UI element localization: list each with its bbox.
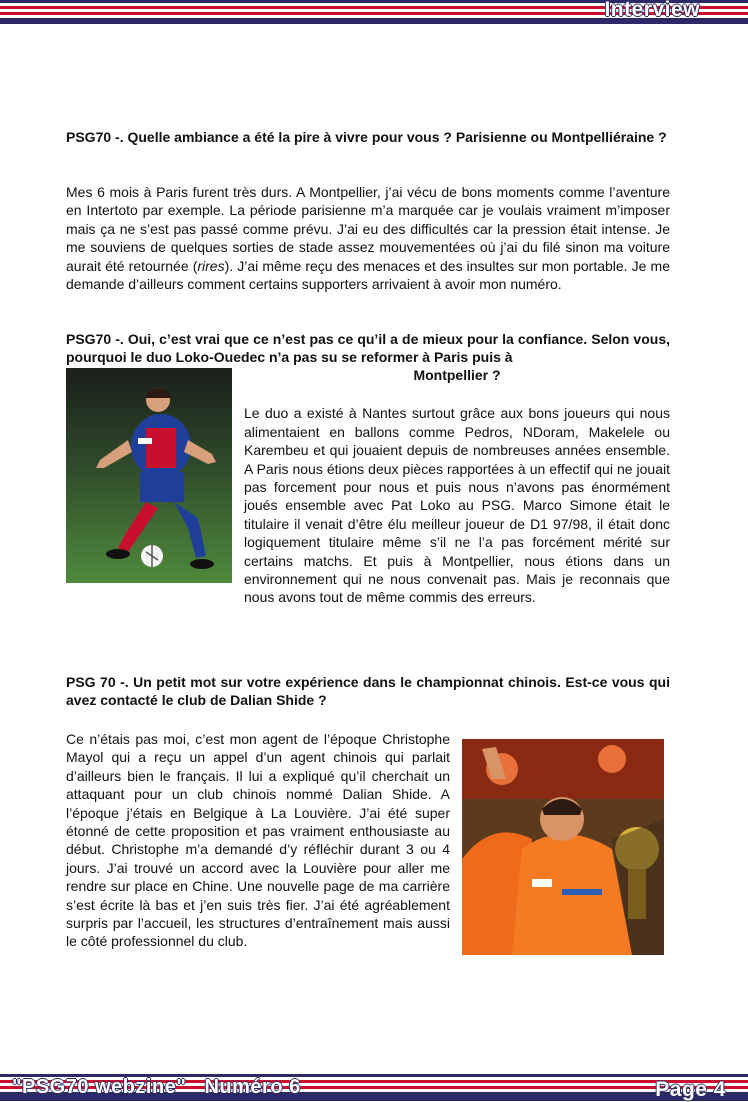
question-2-block [66, 330, 670, 367]
answer-3: Ce n’étais pas moi, c’est mon agent de l’époque Christophe Mayol qui a reçu un appel d’un agent chinois qui parlait d’ailleurs bien le français. Il lui a expliqué qu’il cherchait un attaquant pour un club chinois nommé Dalian Shide. A l’époque j’étais en Belgique à La Louvière. J’ai été super étonné de cette proposition et pas vraiment enthousiaste au début. Christophe m’a demandé d’y réfléchir durant 3 ou 4 jours. J’ai trouvé un accord avec la Louvière pour aller me rendre sur place en Chine. Une nouvelle page de ma carrière s’est écrite là bas et j’en suis très fier. J’ai été agréablement surpris par l’accueil, les structures d’entraînement mais aussi le côté professionnel du club. [66, 731, 450, 950]
answer-3-block [66, 730, 450, 951]
answer-1-part-b: ). J’ai même reçu des menaces et des insultes sur mon portable. Je me demande d’ailleurs comment certains supporters arrivaient à avoir mon numéro. [66, 257, 670, 293]
question-1-block [66, 128, 670, 146]
dalian-shide-celebration-photo [462, 739, 664, 955]
question-1: PSG70 -. Quelle ambiance a été la pire à vivre pour vous ? Parisienne ou Montpelliéraine ? [66, 129, 667, 145]
answer-1-emphasis: rires [197, 257, 225, 274]
player-psg-photo [66, 368, 232, 583]
footer-webzine-title: "PSG70 webzine" Numéro 6 [12, 1076, 301, 1098]
answer-2-block [66, 366, 670, 607]
question-2-last-line: Montpellier ? [413, 367, 501, 383]
answer-1 [66, 183, 670, 293]
section-title: Interview [604, 0, 700, 21]
answer-1-block [66, 183, 670, 293]
answer-1-part-a: Mes 6 mois à Paris furent très durs. A Montpellier, j’ai vécu de bons moments comme l’aventure en Intertoto par exemple. La période parisienne m’a marquée car je voulais vraiment m’imposer mais ça ne s’est pas passé comme prévu. J’ai eu des difficultés car la pression était intense. Je me souviens de quelques sorties de stade assez mouvementées où j’ai du filé sinon ma voiture aurait été retournée ( [66, 184, 670, 274]
answer-2: Le duo a existé à Nantes surtout grâce aux bons joueurs qui nous alimentaient en ballons comme Pedros, NDoram, Makelele ou Karembeu et qui jouaient depuis de nombreuses années ensemble. A Paris nous étions deux pièces rapportées à un effectif qui ne jouait pas forcement pour nous et puis nous n’avons pas énormément joués ensemble avec Pat Loko au PSG. Marco Simone était le titulaire il venait d’être élu meilleur joueur de D1 97/98, il était donc logiquement titulaire même s’il ne l’a pas forcément mérité sur certains matchs. Et puis à Montpellier, nous étions dans un environnement qui ne nous convenait pas. Mais je reconnais que nous avons tout de même commis des erreurs. [244, 405, 670, 606]
page-number: Page 4 [655, 1078, 726, 1101]
question-2: PSG70 -. Oui, c’est vrai que ce n’est pas ce qu’il a de mieux pour la confiance. Selon vous, pourquoi le duo Loko-Ouedec n’a pas su se reformer à Paris puis à [66, 331, 670, 366]
question-3: PSG 70 -. Un petit mot sur votre expérience dans le championnat chinois. Est-ce vous qui avez contacté le club de Dalian Shide ? [66, 674, 670, 709]
question-3-block [66, 673, 670, 710]
